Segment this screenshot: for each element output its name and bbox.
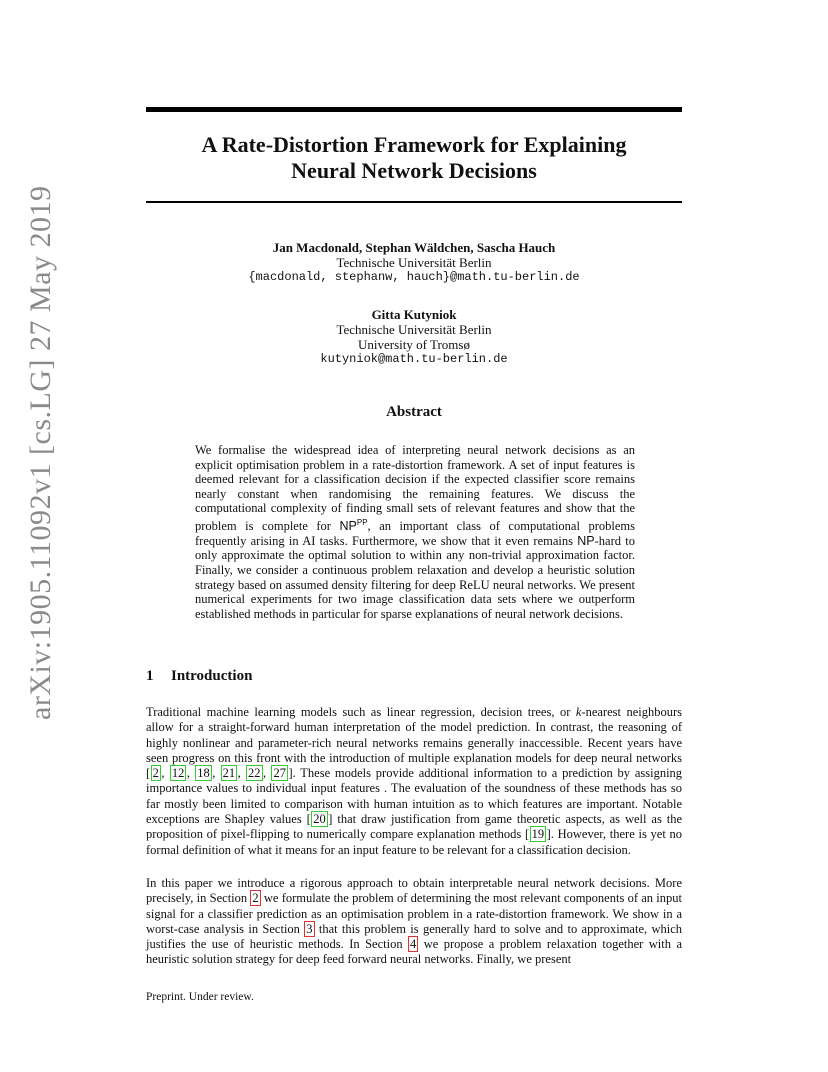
paragraph-text: that draw justification from game theoretic aspects, as well as the proposition of pixel-flipping to numerically compare explanation methods bbox=[146, 812, 683, 842]
intro-paragraph-2 bbox=[146, 876, 682, 968]
paper-title bbox=[146, 132, 682, 184]
section-number: 1 bbox=[146, 668, 154, 684]
citation-link[interactable]: 19 bbox=[531, 827, 545, 842]
citation-link[interactable]: 20 bbox=[313, 812, 326, 827]
abstract-text: We formalise the widespread idea of interpreting neural network decisions as an explicit optimisation problem in a rate-distortion framework. A set of input features is deemed relevant for a classification decision if the expected classifier score remains nearly constant when randomising the remaining features. We discuss the computational complexity of finding small sets of relevant features and show that the problem is complete for bbox=[195, 443, 635, 534]
pp-superscript: PP bbox=[356, 517, 368, 527]
abstract-heading: Abstract bbox=[386, 404, 442, 420]
page-footer: Preprint. Under review. bbox=[146, 991, 254, 1003]
author-email: kutyniok@math.tu-berlin.de bbox=[320, 352, 508, 366]
author-names: Gitta Kutyniok bbox=[371, 307, 457, 322]
arxiv-identifier: arXiv:1905.11092v1 [cs.LG] 27 May 2019 bbox=[24, 185, 57, 720]
math-variable-k: k bbox=[575, 705, 582, 719]
citation-group: [ 2 , 12 , 18 , 21 , 22 , 27 ] bbox=[146, 766, 293, 781]
citation-link[interactable]: 21 bbox=[222, 766, 236, 781]
section-title: Introduction bbox=[171, 668, 253, 684]
author-block-2 bbox=[146, 307, 682, 367]
paragraph-text: . However, there is yet no formal definition of what it means for an input feature to be relevant for a classification decision. bbox=[146, 827, 683, 857]
paper-title-line-1: A Rate-Distortion Framework for Explaining bbox=[201, 132, 627, 157]
author-block-1 bbox=[146, 240, 682, 285]
citation-link[interactable]: 22 bbox=[248, 766, 261, 781]
section-reference-link[interactable]: 3 bbox=[306, 921, 313, 936]
section-reference-link[interactable]: 2 bbox=[252, 891, 259, 906]
paragraph-text: that this problem is generally hard to solve and to approximate, which justifies the use of heuristic methods. In Section bbox=[146, 921, 683, 952]
section-reference-link[interactable]: 4 bbox=[410, 937, 417, 952]
citation-link[interactable]: 2 bbox=[152, 766, 159, 781]
citation-link[interactable]: 12 bbox=[171, 766, 185, 781]
author-names: Jan Macdonald, Stephan Wäldchen, Sascha Hauch bbox=[272, 240, 556, 255]
abstract-body bbox=[195, 443, 635, 621]
np-symbol: NP bbox=[339, 519, 357, 534]
title-bottom-rule bbox=[146, 201, 682, 203]
paragraph-text: Traditional machine learning models such as linear regression, decision trees, or bbox=[146, 705, 576, 719]
author-affiliation: Technische Universität Berlin bbox=[336, 322, 492, 337]
np-symbol: NP bbox=[577, 533, 595, 548]
paragraph-text: . These models provide additional information to a prediction by assigning importance values to individual input features . The evaluation of the soundness of these methods has so far mostly been limited to comparison with human intuition as to which features are important. Notable exceptions are Shapley values bbox=[146, 766, 683, 827]
section-heading bbox=[146, 668, 252, 685]
title-top-rule bbox=[146, 107, 682, 112]
abstract-text: , an important class of computational problems frequently arising in AI tasks. Furthermore, we show that it even remains bbox=[195, 519, 635, 548]
citation-link[interactable]: 27 bbox=[273, 766, 286, 781]
paragraph-text: we formulate the problem of determining the most relevant components of an input signal for a classifier prediction as an optimisation problem in a rate-distortion framework. We show in a worst-case analysis in Section bbox=[146, 891, 682, 936]
citation-link[interactable]: 18 bbox=[197, 766, 210, 781]
paper-title-line-2: Neural Network Decisions bbox=[291, 158, 537, 183]
author-affiliation: Technische Universität Berlin bbox=[336, 255, 492, 270]
author-affiliation-secondary: University of Tromsø bbox=[358, 337, 470, 352]
paragraph-text: In this paper we introduce a rigorous approach to obtain interpretable neural network decisions. More precisely, in Section bbox=[146, 876, 682, 906]
paragraph-text: -nearest neighbours allow for a straight-forward human interpretation of the model prediction. In contrast, the reasoning of highly nonlinear and parameter-rich neural networks remains generally inaccessible. Recent years have seen progress on this front with the introduction of multiple explanation models for deep neural networks bbox=[146, 705, 682, 765]
author-email: {macdonald, stephanw, hauch}@math.tu-berlin.de bbox=[248, 270, 580, 284]
abstract-text: -hard to only approximate the optimal solution to within any non-trivial approximation factor. Finally, we consider a continuous problem relaxation and develop a heuristic solution strategy based on assumed density filtering for deep ReLU neural networks. We present numerical experiments for two image classification data sets where we outperform established methods in particular for sparse explanations of neural network decisions. bbox=[195, 533, 635, 621]
paragraph-text: we propose a problem relaxation together with a heuristic solution strategy for deep feed forward neural networks. Finally, we present bbox=[146, 937, 683, 967]
intro-paragraph-1: Traditional machine learning models such as linear regression, decision trees, or k-nearest neighbours allow for a straight-forward human interpretation of the model prediction. In contrast, the reasoning of highly nonlinear and parameter-rich neural networks remains generally inaccessible. Recent years have seen progress on this front with the introduction of multiple explanation models for deep neural networks [ 2 , 12 , 18 , 21 , 22 , 27 ]. These models provide additional information to a prediction by assigning importance values to individual input features . The evaluation of the soundness of these methods has so far mostly been limited to comparison with human intuition as to which features are important. Notable exceptions are Shapley values [ 20 ] that draw justification from game theoretic aspects, as well as the proposition of pixel-flipping to numerically compare explanation methods [ 19 ]. However, there is yet no formal definition of what it means for an input feature to be relevant for a classification decision. bbox=[146, 705, 683, 857]
